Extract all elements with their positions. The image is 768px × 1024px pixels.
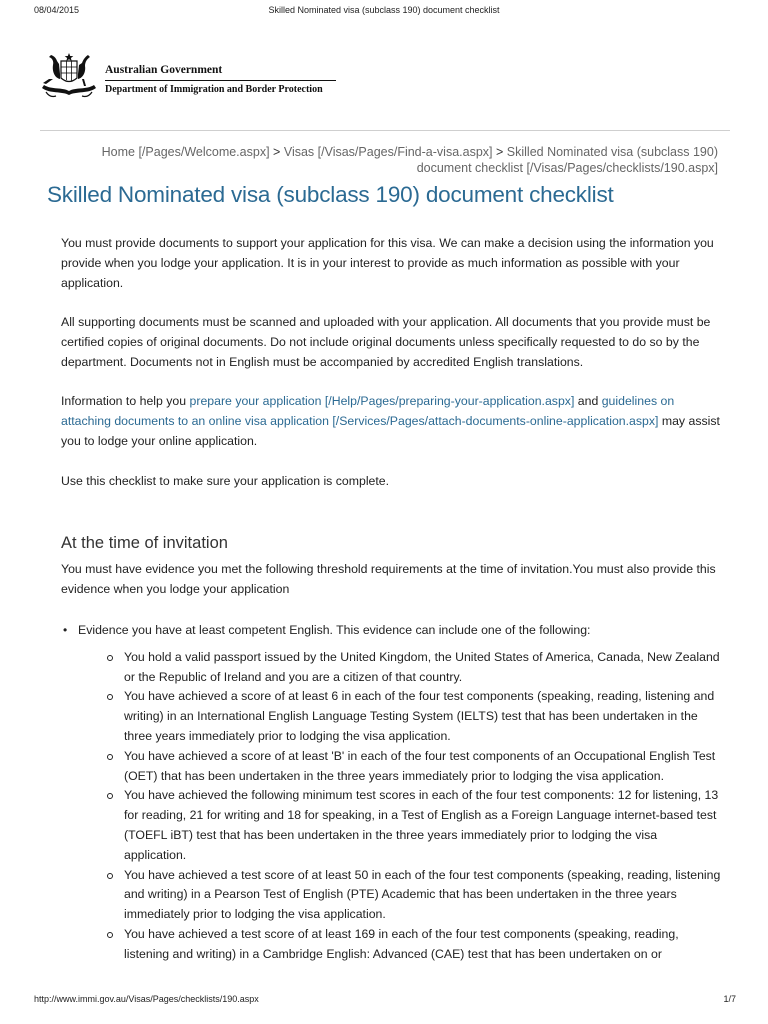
documents-paragraph: All supporting documents must be scanned and uploaded with your application. All documents that you provide must be certified copies of original documents. Do not include original documents unless specifically requested to do so by the department. Documents not in English must be accompanied by accredited English translations. <box>61 315 711 369</box>
checklist-paragraph: Use this checklist to make sure your application is complete. <box>61 473 390 488</box>
attach-documents-link[interactable]: guidelines on attaching documents to an online visa application [/Services/Pages/attach-documents-online-application.aspx] <box>61 394 675 429</box>
section-heading: At the time of invitation <box>61 534 228 552</box>
header-divider <box>40 130 730 131</box>
help-text: Information to help you <box>61 394 190 409</box>
print-title: Skilled Nominated visa (subclass 190) document checklist <box>268 5 500 15</box>
requirements-list <box>61 621 721 965</box>
print-date: 08/04/2015 <box>34 5 80 15</box>
intro-section <box>61 234 721 511</box>
help-paragraph <box>61 392 721 451</box>
breadcrumb-separator: > <box>495 145 504 159</box>
government-logo[interactable] <box>40 52 340 104</box>
logo-divider <box>105 80 336 81</box>
breadcrumb-visas[interactable]: Visas [/Visas/Pages/Find-a-visa.aspx] <box>283 145 493 159</box>
breadcrumb-home[interactable]: Home [/Pages/Welcome.aspx] <box>101 145 270 159</box>
help-text: and <box>574 394 602 409</box>
government-name: Australian Government <box>105 64 223 76</box>
list-item: You have achieved a score of at least 6 in each of the four test components (speaking, reading, listening and writing) in an International English Language Testing System (IELTS) test that has been undertaken in the three years immediately prior to lodging the visa application. <box>107 687 721 746</box>
prepare-application-link[interactable]: prepare your application [/Help/Pages/preparing-your-application.aspx] <box>189 394 575 409</box>
department-name: Department of Immigration and Border Protection <box>105 84 323 95</box>
breadcrumb-separator: > <box>273 145 281 159</box>
list-item: You have achieved the following minimum test scores in each of the four test components: 12 for listening, 13 for reading, 21 for writing and 18 for speaking, in a Test of English as a Foreign Language internet-based test (TOEFL iBT) test that has been undertaken in the three years immediately prior to lodging the visa application. <box>107 786 721 865</box>
intro-paragraph: You must provide documents to support your application for this visa. We can make a decision using the information you provide when you lodge your application. It is in your interest to provide as much information as possible with your application. <box>61 236 714 290</box>
print-footer <box>0 994 768 1008</box>
help-text: may assist you to lodge your online application. <box>61 414 720 448</box>
coat-of-arms-icon <box>40 52 98 102</box>
list-item: You have achieved a test score of at least 50 in each of the four test components (speaking, reading, listening and writing) in a Pearson Test of English (PTE) Academic that has been undertaken in the three years immediately prior to lodging the visa application. <box>107 866 721 925</box>
section-intro: You must have evidence you met the following threshold requirements at the time of invitation.You must also provide this evidence when you lodge your application <box>61 562 716 596</box>
list-item: You have achieved a test score of at least 169 in each of the four test components (speaking, reading, listening and writing) in a Cambridge English: Advanced (CAE) test that has been undertaken on or <box>107 925 721 965</box>
page-title: Skilled Nominated visa (subclass 190) document checklist <box>47 182 614 207</box>
list-item <box>61 621 721 965</box>
breadcrumb-current[interactable]: Skilled Nominated visa (subclass 190) document checklist [/Visas/Pages/checklists/190.aspx] <box>416 145 718 175</box>
print-header <box>0 5 768 19</box>
list-item: You hold a valid passport issued by the United Kingdom, the United States of America, Canada, New Zealand or the Republic of Ireland and you are a citizen of that country. <box>107 648 721 688</box>
list-item: You have achieved a score of at least 'B' in each of the four test components of an Occupational English Test (OET) that has been undertaken in the three years immediately prior to lodging the visa application. <box>107 747 721 787</box>
english-evidence-list <box>78 648 721 965</box>
footer-url: http://www.immi.gov.au/Visas/Pages/checklists/190.aspx <box>34 994 259 1004</box>
english-evidence-text: Evidence you have at least competent English. This evidence can include one of the following: <box>78 623 591 637</box>
page-number: 1/7 <box>723 994 736 1004</box>
breadcrumb <box>78 144 718 176</box>
